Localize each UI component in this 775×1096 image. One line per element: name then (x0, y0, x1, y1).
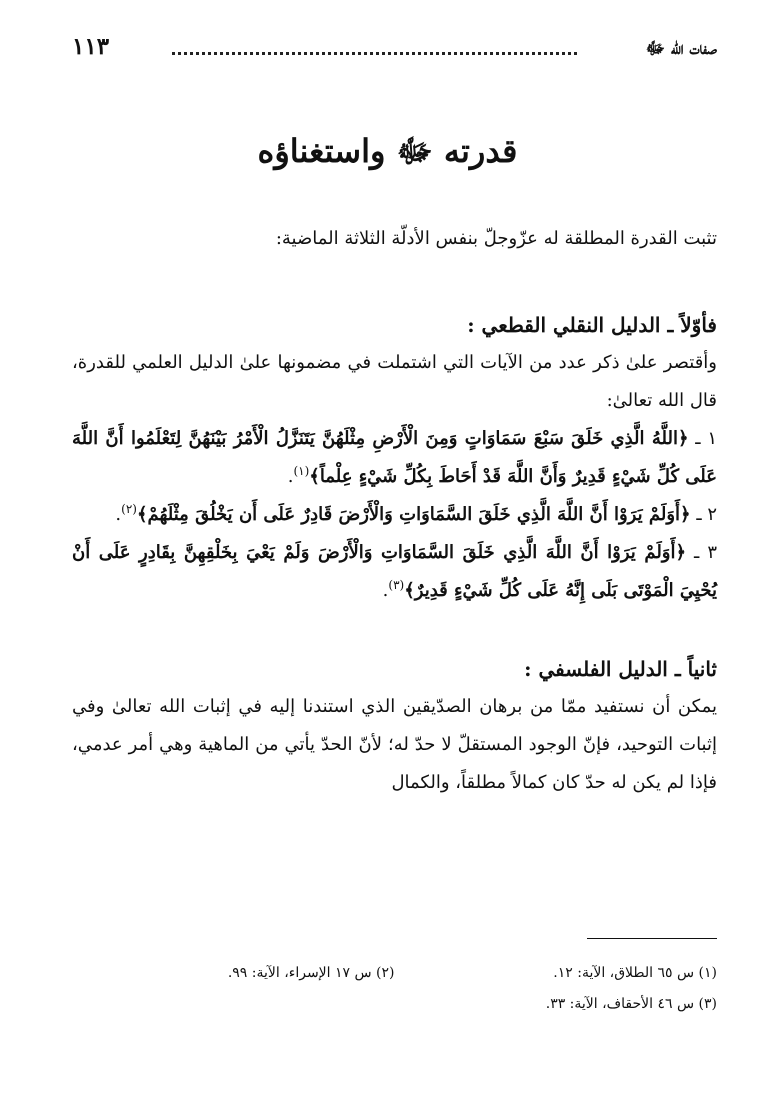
footnote-row (72, 958, 717, 989)
body-text (72, 220, 717, 802)
footnote-1: (١) س ٦٥ الطلاق، الآية: ١٢. (553, 965, 717, 981)
verse-1: ١ ـ ﴿اللَّهُ الَّذِي خَلَقَ سَبْعَ سَمَاوَاتٍ وَمِنَ الْأَرْضِ مِثْلَهُنَّ يَتَنَزَّلُ الْأَمْرُ بَيْنَهُنَّ لِتَعْلَمُوا أَنَّ اللَّهَ عَلَى كُلِّ شَيْءٍ قَدِيرٌ وَأَنَّ اللَّهَ قَدْ أَحَاطَ بِكُلِّ شَيْءٍ عِلْماً﴾$^{(١)}$. (72, 428, 717, 487)
running-title: صفات الله ﷻ (645, 39, 717, 59)
footnotes (72, 958, 717, 1020)
page-header (72, 30, 717, 70)
verse-2-text: ﴿أَوَلَمْ يَرَوْا أَنَّ اللَّهَ الَّذِي خَلَقَ السَّمَاوَاتِ وَالْأَرْضَ قَادِرٌ عَلَى أَن يَخْلُقَ مِثْلَهُمْ﴾ (136, 504, 691, 525)
verse-3-text: ﴿أَوَلَمْ يَرَوْا أَنَّ اللَّهَ الَّذِي خَلَقَ السَّمَاوَاتِ وَالْأَرْضَ وَلَمْ يَعْيَ بِخَلْقِهِنَّ بِقَادِرٍ عَلَى أَنْ يُحْيِيَ الْمَوْتَى بَلَى إِنَّهُ عَلَى كُلِّ شَيْءٍ قَدِيرٌ﴾ (72, 542, 717, 601)
intro-paragraph: تثبت القدرة المطلقة له عزّوجلّ بنفس الأدلّة الثلاثة الماضية: (275, 228, 717, 249)
verse-3: ٣ ـ ﴿أَوَلَمْ يَرَوْا أَنَّ اللَّهَ الَّذِي خَلَقَ السَّمَاوَاتِ وَالْأَرْضَ وَلَمْ يَعْيَ بِخَلْقِهِنَّ بِقَادِرٍ عَلَى أَنْ يُحْيِيَ الْمَوْتَى بَلَى إِنَّهُ عَلَى كُلِّ شَيْءٍ قَدِيرٌ﴾$^{(٣)}$. (72, 542, 717, 601)
verse-1-number: ١ ـ (695, 428, 717, 449)
footnote-2: (٢) س ١٧ الإسراء، الآية: ٩٩. (227, 965, 395, 981)
section2-paragraph: يمكن أن نستفيد ممّا من برهان الصدّيقين الذي استندنا إليه في إثبات الله تعالىٰ وفي إثبات التوحيد، فإنّ الوجود المستقلّ لا حدّ له؛ لأنّ الحدّ يأتي من الماهية وهي أمر عدمي، فإذا لم يكن له حدّ كان كمالاً مطلقاً، والكمال (72, 696, 717, 793)
section-gap (72, 610, 717, 650)
footnote-3: (٣) س ٤٦ الأحقاف، الآية: ٣٣. (545, 996, 717, 1012)
section2-heading: ثانياً ـ الدليل الفلسفي : (524, 657, 717, 681)
dotted-leader (172, 52, 577, 55)
chapter-title: قدرته ﷻ واستغناؤه (257, 132, 518, 170)
verse-2: ٢ ـ ﴿أَوَلَمْ يَرَوْا أَنَّ اللَّهَ الَّذِي خَلَقَ السَّمَاوَاتِ وَالْأَرْضَ قَادِرٌ عَلَى أَن يَخْلُقَ مِثْلَهُمْ﴾$^{(٢)}$. (115, 502, 717, 525)
verse-1-ref: (١) (293, 464, 310, 478)
section1-paragraph: وأقتصر علىٰ ذكر عدد من الآيات التي اشتملت في مضمونها علىٰ الدليل العلمي للقدرة، قال الله تعالىٰ: (72, 352, 717, 411)
verse-2-number: ٢ ـ (696, 504, 717, 525)
page-number: ١١٣ (72, 33, 110, 60)
verse-1-text: ﴿اللَّهُ الَّذِي خَلَقَ سَبْعَ سَمَاوَاتٍ وَمِنَ الْأَرْضِ مِثْلَهُنَّ يَتَنَزَّلُ الْأَمْرُ بَيْنَهُنَّ لِتَعْلَمُوا أَنَّ اللَّهَ عَلَى كُلِّ شَيْءٍ قَدِيرٌ وَأَنَّ اللَّهَ قَدْ أَحَاطَ بِكُلِّ شَيْءٍ عِلْماً﴾ (72, 428, 717, 487)
verse-3-number: ٣ ـ (694, 542, 717, 563)
verse-3-ref: (٣) (388, 578, 405, 592)
verse-2-ref: (٢) (121, 502, 137, 516)
footnote-divider (587, 938, 717, 939)
section1-heading: فأوّلاً ـ الدليل النقلي القطعي : (467, 313, 717, 337)
